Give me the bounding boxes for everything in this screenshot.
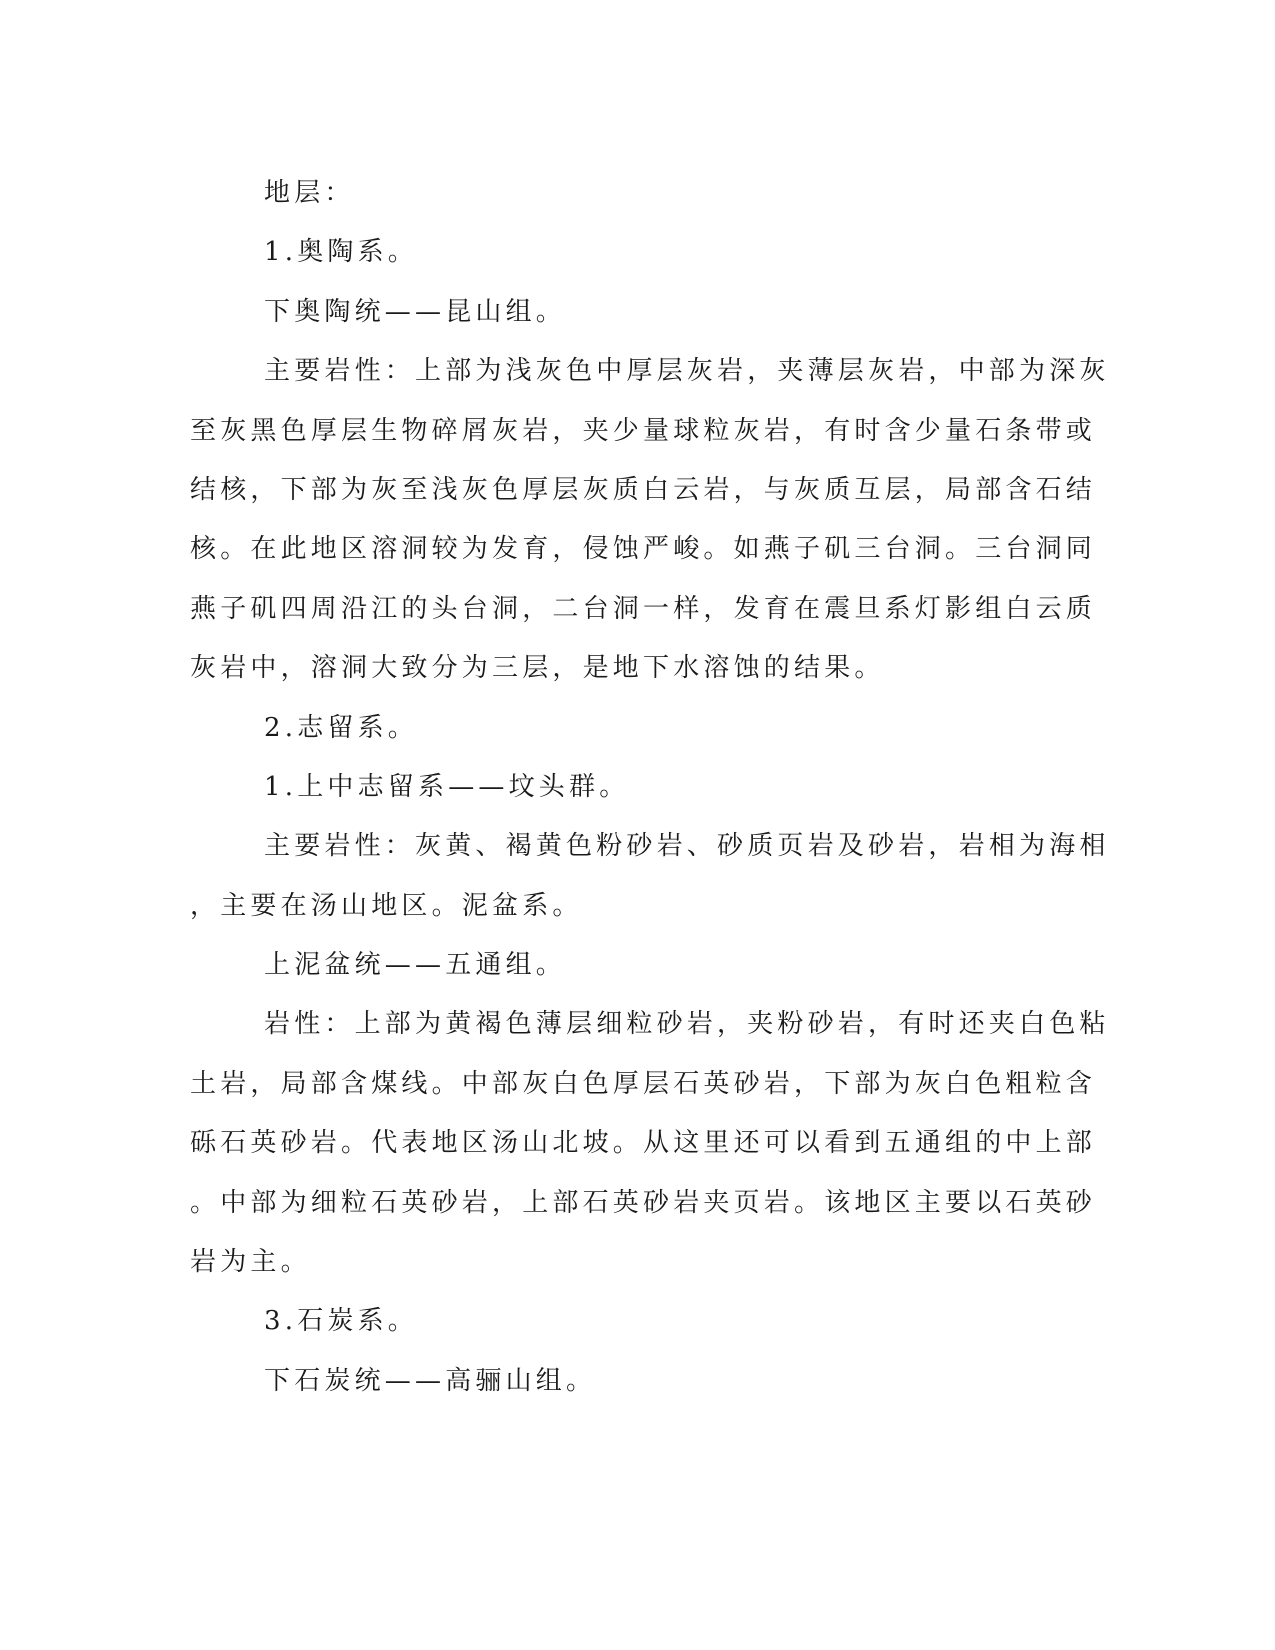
subsection-heading: 2.志留系。 — [264, 712, 419, 743]
paragraph-line: 主要岩性：灰黄、褐黄色粉砂岩、砂质页岩及砂岩，岩相为海相 — [264, 831, 1110, 862]
paragraph-line: 结核，下部为灰至浅灰色厚层灰质白云岩，与灰质互层，局部含石结 — [190, 474, 1097, 505]
section-heading: 地层： — [264, 178, 355, 208]
paragraph-line: 岩性：上部为黄褐色薄层细粒砂岩，夹粉砂岩，有时还夹白色粘 — [264, 1009, 1110, 1040]
formation-heading: 下奥陶统——昆山组。 — [264, 296, 567, 327]
paragraph-line: 至灰黑色厚层生物碎屑灰岩，夹少量球粒灰岩，有时含少量石条带或 — [190, 415, 1097, 446]
paragraph-line: 燕子矶四周沿江的头台洞，二台洞一样，发育在震旦系灯影组白云质 — [190, 593, 1097, 624]
subsection-heading: 3.石炭系。 — [264, 1306, 419, 1337]
formation-heading: 1.上中志留系——坟头群。 — [264, 771, 630, 802]
formation-heading: 上泥盆统——五通组。 — [264, 950, 567, 981]
paragraph-line: 岩为主。 — [190, 1247, 311, 1278]
paragraph-line: ，主要在汤山地区。泥盆系。 — [190, 890, 583, 921]
paragraph-line: 核。在此地区溶洞较为发育，侵蚀严峻。如燕子矶三台洞。三台洞同 — [190, 534, 1097, 565]
formation-heading: 下石炭统——高骊山组。 — [264, 1365, 597, 1396]
paragraph-line: 砾石英砂岩。代表地区汤山北坡。从这里还可以看到五通组的中上部 — [190, 1128, 1097, 1159]
document-body — [190, 164, 1110, 1411]
subsection-heading: 1.奥陶系。 — [264, 237, 419, 268]
paragraph-line: 土岩，局部含煤线。中部灰白色厚层石英砂岩，下部为灰白色粗粒含 — [190, 1068, 1097, 1099]
paragraph-line: 。中部为细粒石英砂岩，上部石英砂岩夹页岩。该地区主要以石英砂 — [190, 1187, 1097, 1218]
paragraph-line: 灰岩中，溶洞大致分为三层，是地下水溶蚀的结果。 — [190, 653, 885, 684]
paragraph-line: 主要岩性：上部为浅灰色中厚层灰岩，夹薄层灰岩，中部为深灰 — [264, 356, 1110, 387]
